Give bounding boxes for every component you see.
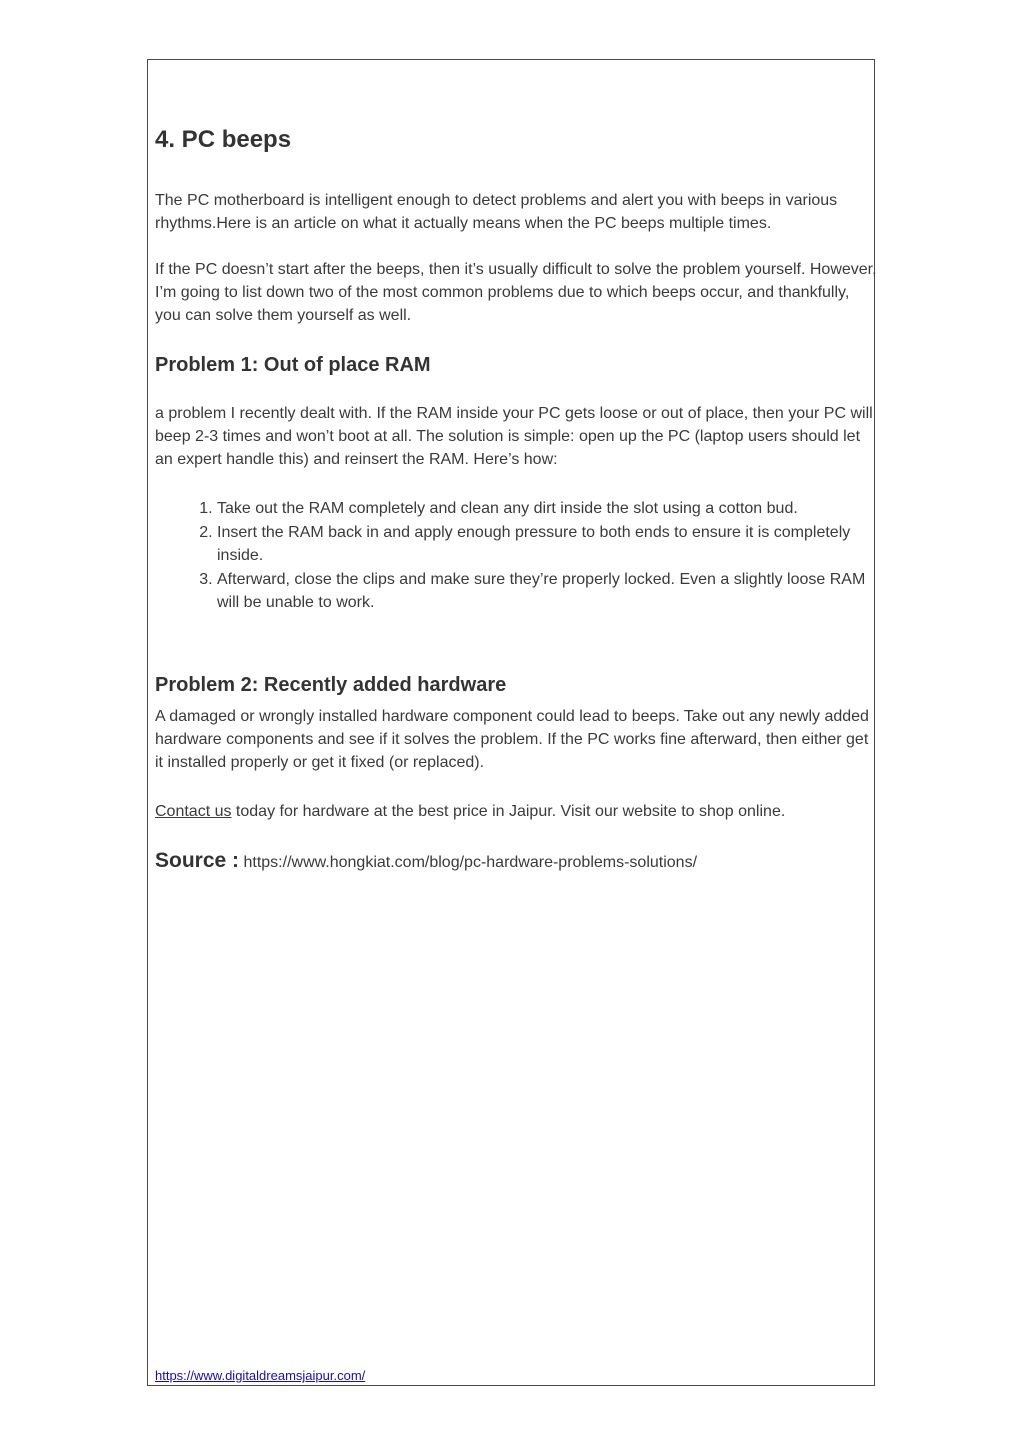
problem-1-heading: Problem 1: Out of place RAM [155, 353, 431, 376]
contact-paragraph [155, 800, 879, 823]
source-url: https://www.hongkiat.com/blog/pc-hardware-problems-solutions/ [243, 853, 698, 871]
source-line [155, 849, 879, 874]
difficulty-paragraph: If the PC doesn’t start after the beeps, then it’s usually difficult to solve the problem yourself. However, I’m going to list down two of the most common problems due to which beeps occur, and thankfully, you can solve them yourself as well. [155, 260, 877, 324]
problem-2-heading: Problem 2: Recently added hardware [155, 673, 507, 696]
source-label: Source : [155, 848, 240, 872]
contact-us-link[interactable]: Contact us [155, 802, 232, 820]
list-item: 3. Afterward, close the clips and make sure they’re properly locked. Even a slightly loose RAM will be unable to work. [217, 568, 879, 614]
problem-1-paragraph: a problem I recently dealt with. If the RAM inside your PC gets loose or out of place, then your PC will beep 2-3 times and won’t boot at all. The solution is simple: open up the PC (laptop users should let an expert handle this) and reinsert the RAM. Here’s how: [155, 404, 873, 468]
footer-website-link[interactable]: https://www.digitaldreamsjaipur.com/ [155, 1368, 366, 1383]
contact-text: today for hardware at the best price in Jaipur. Visit our website to shop online. [231, 802, 786, 820]
article-content [155, 126, 879, 874]
list-item: 2. Insert the RAM back in and apply enough pressure to both ends to ensure it is completely inside. [217, 521, 879, 567]
ram-steps-list [155, 497, 879, 614]
intro-paragraph: The PC motherboard is intelligent enough to detect problems and alert you with beeps in various rhythms.Here is an article on what it actually means when the PC beeps multiple times. [155, 191, 838, 232]
list-item: 1. Take out the RAM completely and clean any dirt inside the slot using a cotton bud. [217, 497, 879, 520]
page-title: 4. PC beeps [155, 126, 292, 153]
problem-2-paragraph: A damaged or wrongly installed hardware component could lead to beeps. Take out any newly added hardware components and see if it solves the problem. If the PC works fine afterward, then either get it installed properly or get it fixed (or replaced). [155, 707, 869, 771]
